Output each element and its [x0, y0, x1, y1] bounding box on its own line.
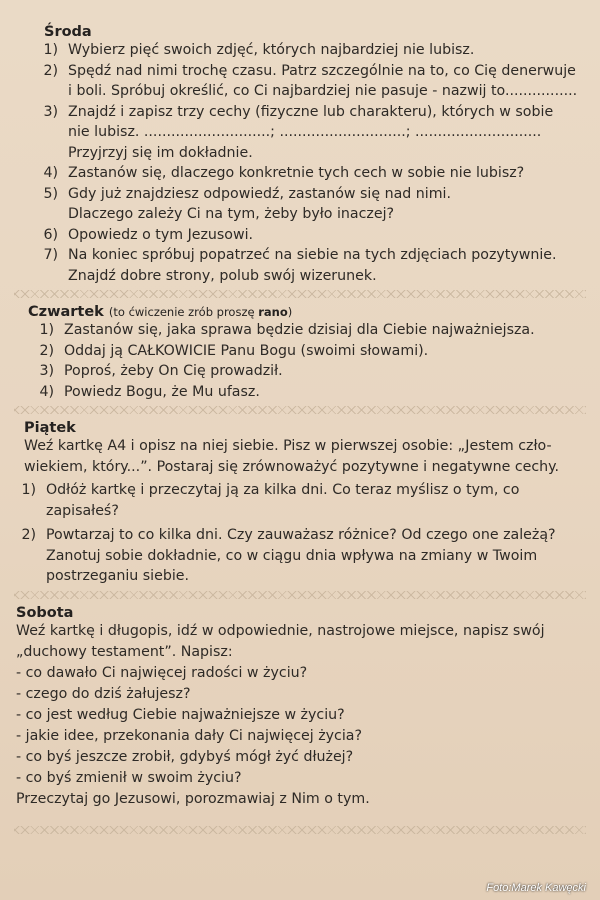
section-title: Czwartek (to ćwiczenie zrób proszę rano): [28, 304, 293, 320]
intro-paragraph: Weź kartkę i długopis, idź w odpowiednie, nastrojowe miejsce, napisz swój „duchowy testament”. Napisz:: [16, 622, 545, 660]
section-subtitle: (to ćwiczenie zrób proszę rano): [108, 305, 293, 319]
photo-credit: Foto:Marek Kawęcki: [486, 882, 586, 894]
list-item: - co jest według Ciebie najważniejsze w życiu?: [16, 706, 345, 723]
list-item: - co byś zmienił w swoim życiu?: [16, 769, 242, 786]
section-title: Środa: [44, 24, 92, 40]
list-item: 5) Gdy już znajdziesz odpowiedź, zastanów się nad nimi. Dlaczego zależy Ci na tym, żeby było inaczej?: [43, 185, 452, 222]
worksheet: [14, 14, 586, 860]
list-item: - jakie idee, przekonania dały Ci najwięcej życia?: [16, 727, 362, 744]
list-item: 3) Poproś, żeby On Cię prowadził.: [39, 363, 283, 379]
divider: [14, 290, 586, 298]
section-czwartek: [14, 304, 586, 402]
closing-line: Przeczytaj go Jezusowi, porozmawiaj z Nim o tym.: [16, 790, 370, 807]
list-item: 1) Wybierz pięć swoich zdjęć, których najbardziej nie lubisz.: [43, 42, 475, 58]
list-item: 4) Powiedz Bogu, że Mu ufasz.: [39, 383, 260, 400]
sroda-list: [32, 40, 586, 286]
list-item: - co dawało Ci najwięcej radości w życiu?: [16, 664, 308, 681]
divider: [14, 591, 586, 599]
question-list: [16, 663, 586, 789]
list-item: 2) Oddaj ją CAŁKOWICIE Panu Bogu (swoimi słowami).: [39, 342, 429, 359]
divider: [14, 406, 586, 414]
intro-paragraph: Weź kartkę A4 i opisz na niej siebie. Pisz w pierwszej osobie: „Jestem czło- wiekiem, który...”. Postaraj się zrównoważyć pozytywne i negatywne cechy.: [24, 438, 560, 475]
section-title: Sobota: [16, 604, 74, 621]
list-item: 2) Spędź nad nimi trochę czasu. Patrz szczególnie na to, co Cię denerwuje i boli. Spróbuj określić, co Ci najbardziej nie pasuje - nazwij to................: [43, 62, 578, 99]
section-title: Piątek: [24, 420, 76, 436]
section-piatek: [14, 420, 586, 587]
czwartek-list: [28, 320, 586, 402]
section-sroda: [14, 24, 586, 286]
divider: [14, 826, 586, 834]
list-item: - czego do dziś żałujesz?: [16, 685, 191, 702]
list-item: 4) Zastanów się, dlaczego konkretnie tych cech w sobie nie lubisz?: [43, 165, 525, 181]
piatek-list: [10, 480, 586, 587]
list-item: 7) Na koniec spróbuj popatrzeć na siebie na tych zdjęciach pozytywnie. Znajdź dobre strony, polub swój wizerunek.: [43, 247, 557, 284]
list-item: 1) Zastanów się, jaka sprawa będzie dzisiaj dla Ciebie najważniejsza.: [39, 322, 535, 338]
list-item: 3) Znajdź i zapisz trzy cechy (fizyczne lub charakteru), których w sobie nie lubisz. ............................; ............................; ............................ Przyjrzyj się im dokładnie.: [43, 103, 554, 161]
list-item: 6) Opowiedz o tym Jezusowi.: [43, 226, 254, 243]
section-sobota: [14, 605, 586, 810]
list-item: 2) Powtarzaj to co kilka dni. Czy zauważasz różnice? Od czego one zależą? Zanotuj sobie dokładnie, co w ciągu dnia wpływa na zmiany w Twoim postrzeganiu siebie.: [21, 527, 556, 584]
list-item: - co byś jeszcze zrobił, gdybyś mógł żyć dłużej?: [16, 748, 354, 765]
list-item: 1) Odłóż kartkę i przeczytaj ją za kilka dni. Co teraz myślisz o tym, co zapisałeś?: [21, 482, 520, 519]
